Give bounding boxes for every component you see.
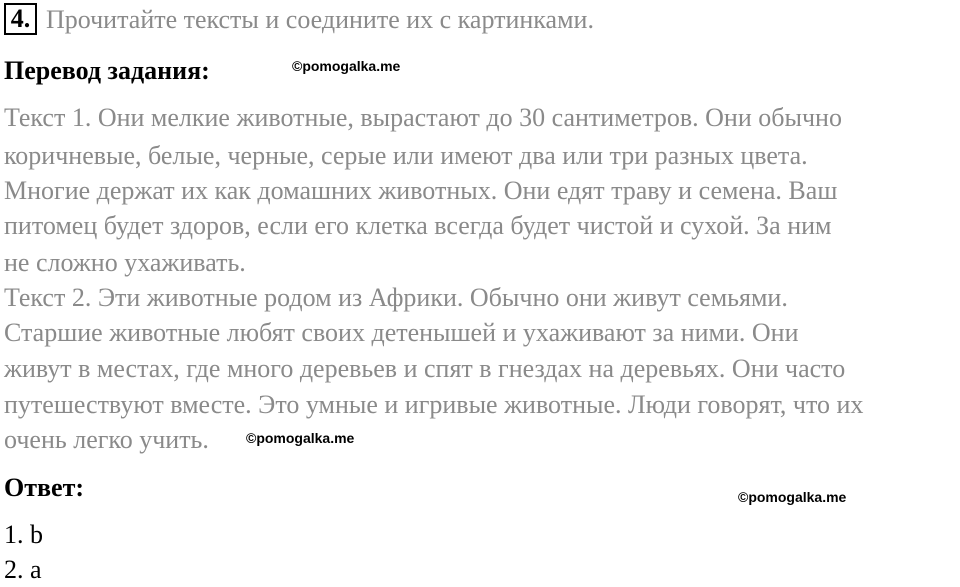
task-instruction: Прочитайте тексты и соедините их с картинками.	[46, 5, 594, 34]
watermark: ©pomogalka.me	[246, 430, 355, 446]
translation-line: живут в местах, где много деревьев и спят в гнездах на деревьях. Они часто	[4, 354, 846, 383]
watermark: ©pomogalka.me	[738, 489, 847, 505]
watermark: ©pomogalka.me	[292, 58, 401, 74]
translation-line: не сложно ухаживать.	[4, 248, 246, 277]
translation-line: очень легко учить.	[4, 425, 209, 454]
translation-heading: Перевод задания:	[4, 56, 210, 85]
translation-line: Текст 1. Они мелкие животные, вырастают до 30 сантиметров. Они обычно	[4, 103, 842, 132]
translation-line: Многие держат их как домашних животных. Они едят траву и семена. Ваш	[4, 176, 838, 205]
translation-line: питомец будет здоров, если его клетка всегда будет чистой и сухой. За ним	[4, 211, 832, 240]
task-number-box: 4.	[4, 3, 37, 35]
answer-item: 1. b	[4, 520, 43, 549]
translation-line: Старшие животные любят своих детенышей и ухаживают за ними. Они	[4, 318, 799, 347]
translation-line: Текст 2. Эти животные родом из Африки. Обычно они живут семьями.	[4, 283, 788, 312]
answer-heading: Ответ:	[4, 473, 85, 502]
answer-item: 2. a	[4, 555, 42, 584]
translation-line: путешествуют вместе. Это умные и игривые животные. Люди говорят, что их	[4, 390, 864, 419]
translation-line: коричневые, белые, черные, серые или имеют два или три разных цвета.	[4, 141, 808, 170]
